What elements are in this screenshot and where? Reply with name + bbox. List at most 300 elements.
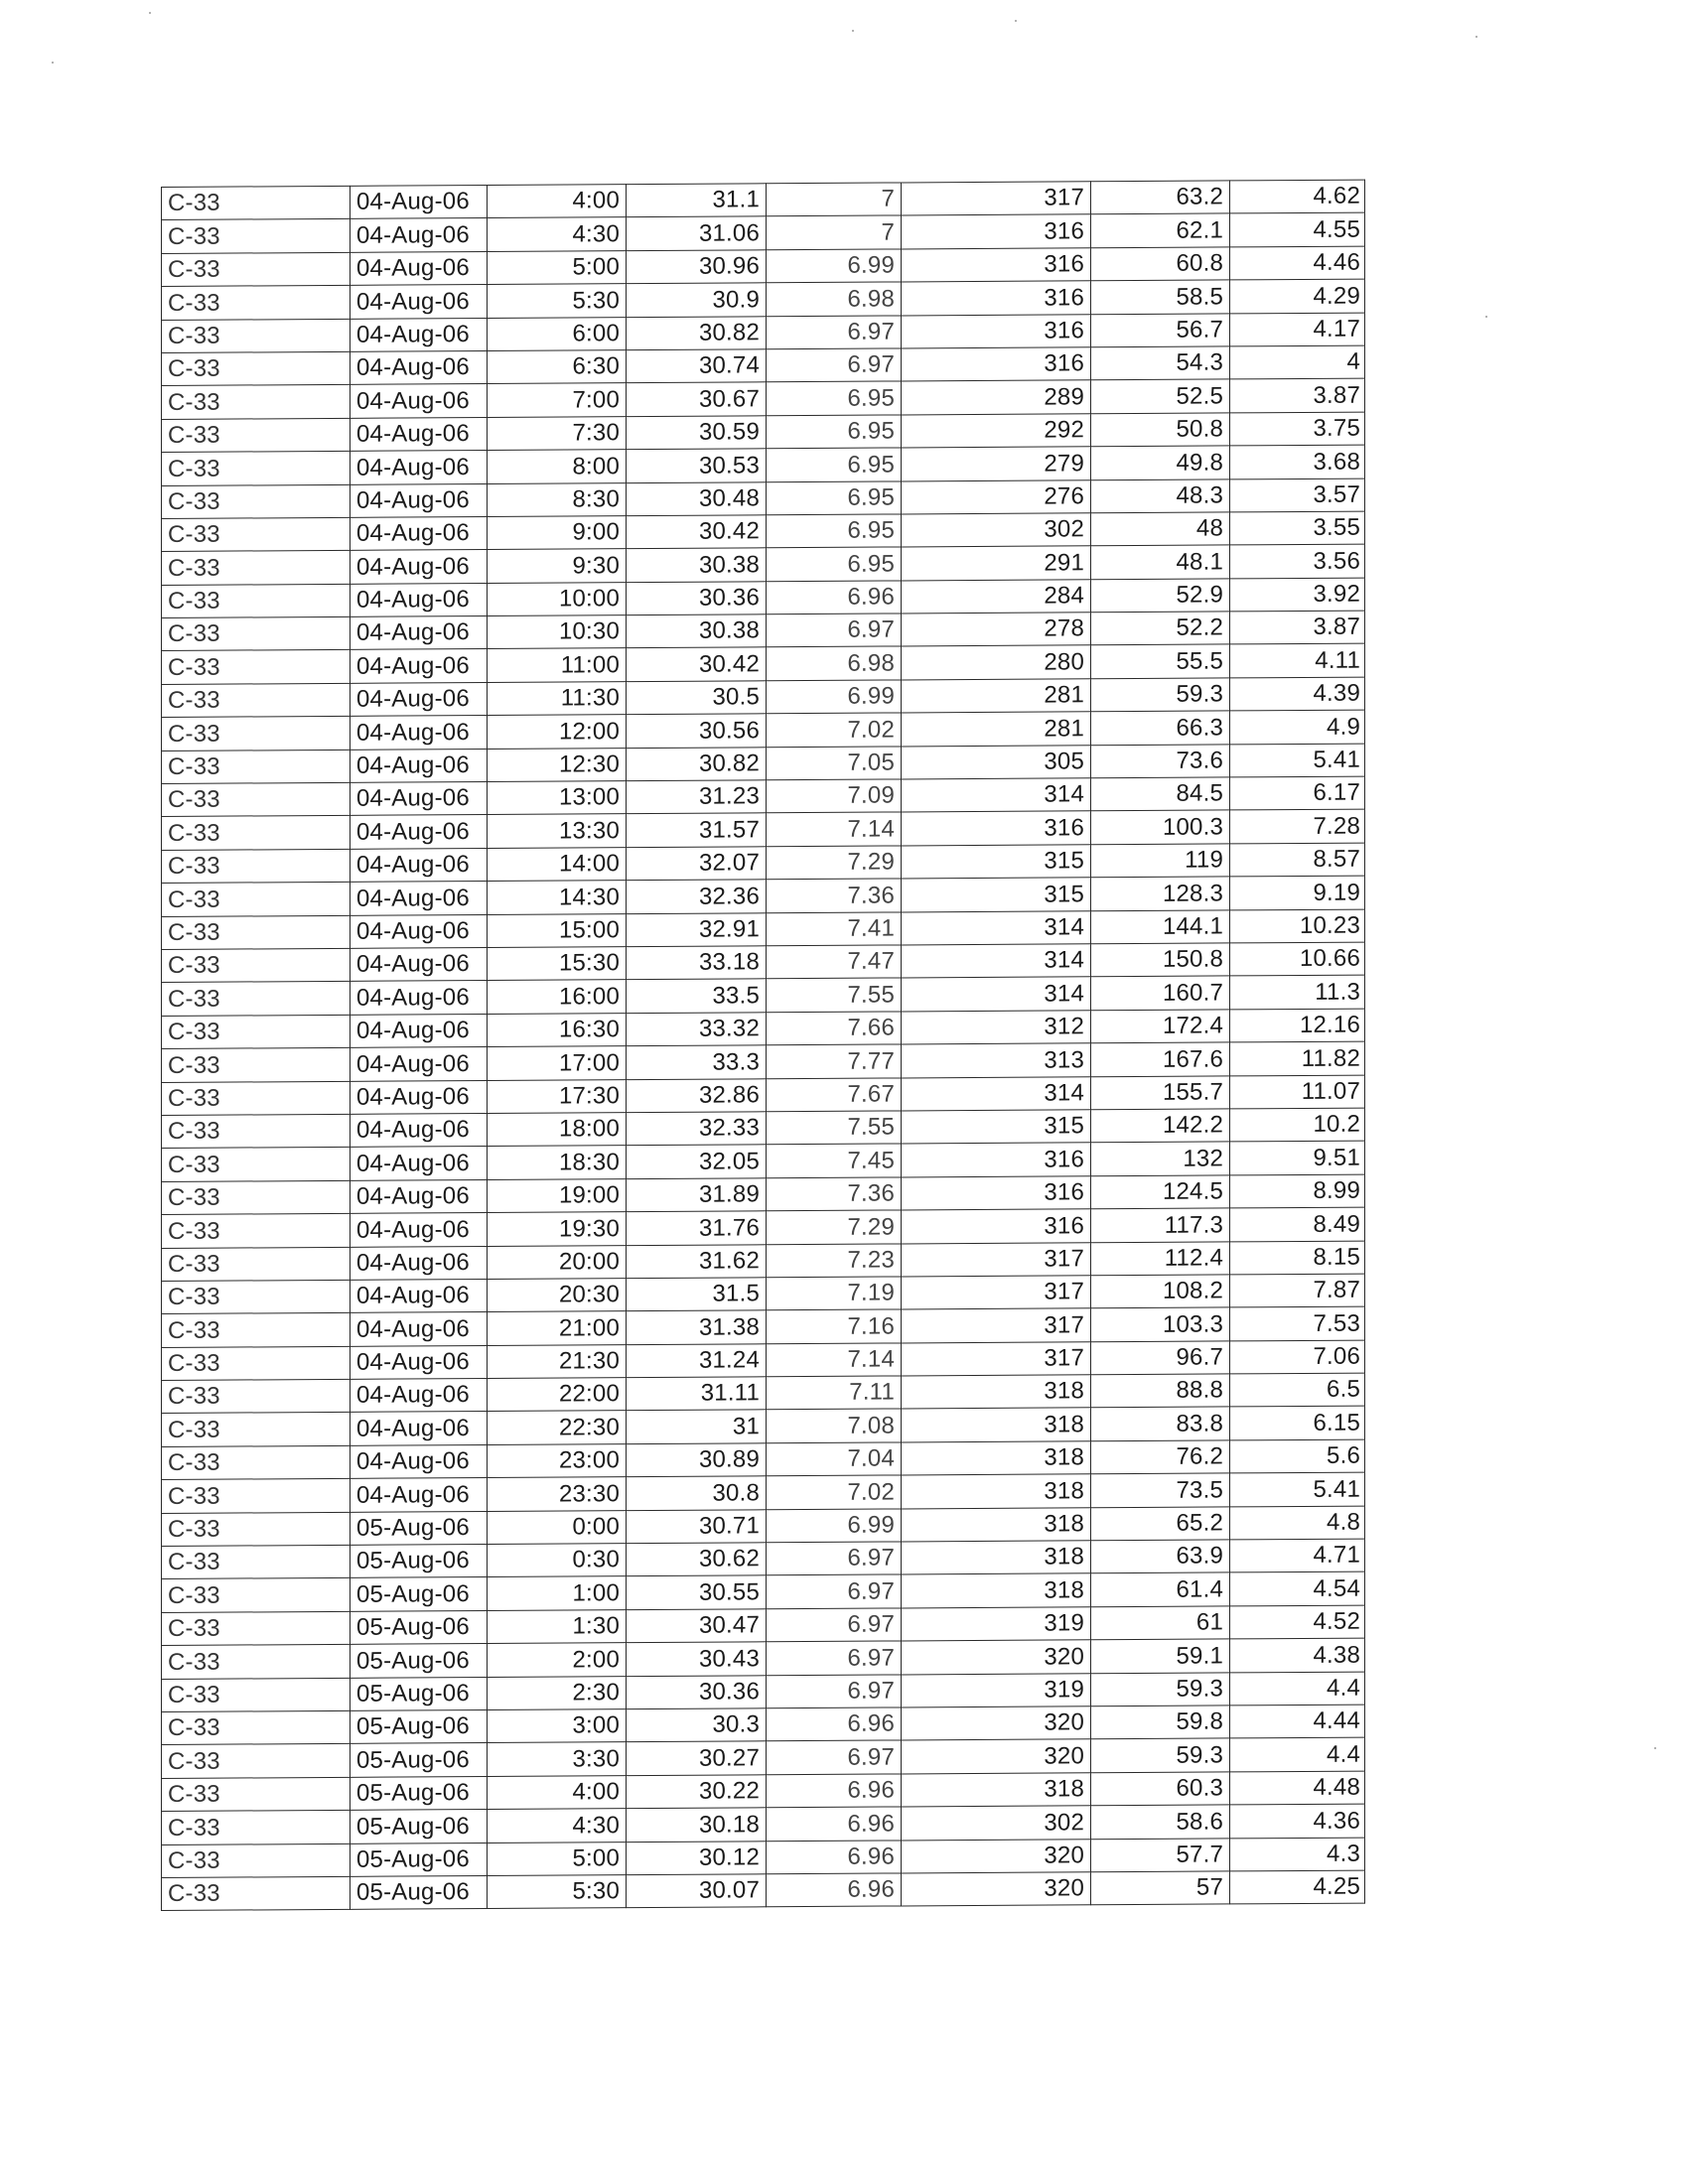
value-cell: 142.2 [1091, 1109, 1230, 1143]
value-cell: 320 [902, 1706, 1091, 1741]
value-cell: 4.52 [1230, 1605, 1365, 1639]
time-cell: 4:30 [488, 217, 627, 251]
time-cell: 5:30 [488, 284, 627, 318]
site-cell: C-33 [162, 351, 351, 386]
value-cell: 32.36 [627, 880, 767, 913]
value-cell: 302 [902, 513, 1091, 548]
value-cell: 280 [902, 645, 1091, 680]
value-cell: 7.02 [767, 713, 902, 747]
date-cell: 04-Aug-06 [351, 318, 488, 351]
site-cell: C-33 [162, 1047, 351, 1082]
value-cell: 11.3 [1230, 975, 1365, 1009]
value-cell: 31.89 [627, 1177, 767, 1211]
site-cell: C-33 [162, 1876, 351, 1911]
value-cell: 4.62 [1230, 180, 1365, 213]
value-cell: 96.7 [1091, 1341, 1230, 1375]
value-cell: 30.18 [627, 1808, 767, 1842]
value-cell: 32.91 [627, 912, 767, 946]
value-cell: 302 [902, 1806, 1091, 1841]
value-cell: 9.19 [1230, 876, 1365, 909]
value-cell: 8.99 [1230, 1174, 1365, 1208]
site-cell: C-33 [162, 948, 351, 983]
table-body [162, 180, 1365, 1911]
site-cell: C-33 [162, 1777, 351, 1812]
date-cell: 04-Aug-06 [351, 1047, 488, 1081]
value-cell: 57 [1091, 1871, 1230, 1905]
value-cell: 314 [902, 944, 1091, 979]
value-cell: 5.41 [1230, 1472, 1365, 1506]
site-cell: C-33 [162, 650, 351, 685]
value-cell: 318 [902, 1408, 1091, 1442]
value-cell: 33.5 [627, 979, 767, 1013]
value-cell: 4.4 [1230, 1737, 1365, 1771]
time-cell: 23:00 [488, 1443, 627, 1477]
value-cell: 3.87 [1230, 378, 1365, 412]
site-cell: C-33 [162, 1744, 351, 1779]
scan-speck [52, 62, 54, 64]
site-cell: C-33 [162, 1645, 351, 1680]
date-cell: 05-Aug-06 [351, 1610, 488, 1644]
value-cell: 103.3 [1091, 1307, 1230, 1341]
date-cell: 04-Aug-06 [351, 185, 488, 218]
site-cell: C-33 [162, 484, 351, 519]
value-cell: 317 [902, 1308, 1091, 1343]
value-cell: 155.7 [1091, 1075, 1230, 1109]
value-cell: 314 [902, 1076, 1091, 1111]
value-cell: 6.97 [767, 614, 902, 647]
site-cell: C-33 [162, 1843, 351, 1878]
value-cell: 52.2 [1091, 612, 1230, 645]
value-cell: 31.24 [627, 1343, 767, 1377]
time-cell: 2:30 [488, 1676, 627, 1709]
time-cell: 1:00 [488, 1576, 627, 1610]
date-cell: 05-Aug-06 [351, 1709, 488, 1743]
value-cell: 4.46 [1230, 246, 1365, 280]
time-cell: 4:00 [488, 185, 627, 218]
value-cell: 7.29 [767, 846, 902, 880]
time-cell: 18:00 [488, 1113, 627, 1147]
value-cell: 9.51 [1230, 1141, 1365, 1174]
value-cell: 6.17 [1230, 776, 1365, 810]
value-cell: 57.7 [1091, 1838, 1230, 1871]
value-cell: 30.43 [627, 1642, 767, 1676]
site-cell: C-33 [162, 717, 351, 751]
value-cell: 30.89 [627, 1443, 767, 1477]
date-cell: 04-Aug-06 [351, 384, 488, 418]
time-cell: 10:00 [488, 582, 627, 615]
value-cell: 314 [902, 977, 1091, 1012]
site-cell: C-33 [162, 1479, 351, 1514]
time-cell: 15:00 [488, 913, 627, 947]
value-cell: 59.8 [1091, 1706, 1230, 1739]
value-cell: 6.97 [767, 1740, 902, 1774]
value-cell: 3.55 [1230, 511, 1365, 545]
value-cell: 7.06 [1230, 1340, 1365, 1374]
value-cell: 31.1 [627, 184, 767, 217]
value-cell: 31.57 [627, 813, 767, 847]
date-cell: 04-Aug-06 [351, 483, 488, 517]
date-cell: 04-Aug-06 [351, 848, 488, 882]
date-cell: 05-Aug-06 [351, 1677, 488, 1710]
value-cell: 7.53 [1230, 1306, 1365, 1340]
time-cell: 12:30 [488, 748, 627, 781]
value-cell: 7.19 [767, 1277, 902, 1310]
value-cell: 7.66 [767, 1012, 902, 1045]
value-cell: 124.5 [1091, 1175, 1230, 1209]
value-cell: 144.1 [1091, 910, 1230, 944]
value-cell: 281 [902, 712, 1091, 747]
value-cell: 7.11 [767, 1376, 902, 1410]
value-cell: 30.38 [627, 614, 767, 648]
time-cell: 7:30 [488, 416, 627, 450]
value-cell: 6.97 [767, 1542, 902, 1575]
value-cell: 6.5 [1230, 1373, 1365, 1407]
value-cell: 6.98 [767, 282, 902, 316]
time-cell: 18:30 [488, 1146, 627, 1179]
date-cell: 05-Aug-06 [351, 1875, 488, 1909]
value-cell: 6.97 [767, 1608, 902, 1642]
scan-speck [852, 30, 854, 32]
time-cell: 13:00 [488, 781, 627, 815]
value-cell: 30.5 [627, 681, 767, 715]
value-cell: 7.23 [767, 1243, 902, 1277]
date-cell: 04-Aug-06 [351, 882, 488, 915]
value-cell: 312 [902, 1011, 1091, 1045]
value-cell: 119 [1091, 844, 1230, 878]
value-cell: 52.9 [1091, 579, 1230, 613]
value-cell: 318 [902, 1773, 1091, 1808]
site-cell: C-33 [162, 1379, 351, 1414]
date-cell: 04-Aug-06 [351, 1113, 488, 1147]
time-cell: 10:30 [488, 615, 627, 649]
value-cell: 284 [902, 579, 1091, 614]
value-cell: 6.99 [767, 1509, 902, 1543]
value-cell: 6.97 [767, 348, 902, 382]
value-cell: 7.47 [767, 945, 902, 979]
value-cell: 4.44 [1230, 1705, 1365, 1738]
value-cell: 112.4 [1091, 1241, 1230, 1275]
value-cell: 50.8 [1091, 413, 1230, 447]
scan-speck [1485, 316, 1487, 318]
value-cell: 30.12 [627, 1841, 767, 1874]
value-cell: 6.96 [767, 1707, 902, 1741]
time-cell: 5:00 [488, 1842, 627, 1875]
value-cell: 30.36 [627, 581, 767, 614]
value-cell: 6.96 [767, 581, 902, 614]
value-cell: 7.08 [767, 1409, 902, 1442]
time-cell: 21:30 [488, 1344, 627, 1378]
time-cell: 17:00 [488, 1046, 627, 1080]
value-cell: 172.4 [1091, 1010, 1230, 1043]
value-cell: 30.27 [627, 1741, 767, 1775]
value-cell: 318 [902, 1507, 1091, 1542]
value-cell: 48.1 [1091, 545, 1230, 579]
value-cell: 32.86 [627, 1078, 767, 1112]
time-cell: 14:00 [488, 847, 627, 881]
date-cell: 04-Aug-06 [351, 1312, 488, 1346]
value-cell: 7.36 [767, 879, 902, 912]
value-cell: 7 [767, 215, 902, 249]
value-cell: 6.95 [767, 381, 902, 415]
value-cell: 61.4 [1091, 1572, 1230, 1606]
value-cell: 305 [902, 745, 1091, 779]
site-cell: C-33 [162, 915, 351, 950]
time-cell: 11:30 [488, 681, 627, 715]
time-cell: 17:30 [488, 1079, 627, 1113]
date-cell: 04-Aug-06 [351, 716, 488, 750]
site-cell: C-33 [162, 219, 351, 254]
time-cell: 23:30 [488, 1477, 627, 1511]
time-cell: 20:30 [488, 1279, 627, 1312]
date-cell: 04-Aug-06 [351, 285, 488, 319]
value-cell: 4.3 [1230, 1838, 1365, 1871]
value-cell: 48.3 [1091, 478, 1230, 512]
value-cell: 6.97 [767, 316, 902, 349]
value-cell: 30.62 [627, 1543, 767, 1576]
value-cell: 59.1 [1091, 1639, 1230, 1673]
site-cell: C-33 [162, 616, 351, 651]
site-cell: C-33 [162, 1512, 351, 1547]
date-cell: 05-Aug-06 [351, 1545, 488, 1578]
value-cell: 33.3 [627, 1045, 767, 1079]
value-cell: 10.2 [1230, 1108, 1365, 1142]
value-cell: 4.55 [1230, 212, 1365, 246]
value-cell: 3.87 [1230, 611, 1365, 644]
value-cell: 316 [902, 314, 1091, 348]
value-cell: 7 [767, 183, 902, 216]
scan-speck [1015, 20, 1017, 22]
value-cell: 6.99 [767, 249, 902, 283]
time-cell: 11:00 [488, 648, 627, 682]
value-cell: 281 [902, 679, 1091, 714]
time-cell: 19:30 [488, 1212, 627, 1246]
value-cell: 276 [902, 479, 1091, 514]
value-cell: 313 [902, 1043, 1091, 1078]
value-cell: 4.11 [1230, 644, 1365, 678]
time-cell: 9:30 [488, 549, 627, 583]
value-cell: 7.77 [767, 1044, 902, 1078]
time-cell: 5:30 [488, 1875, 627, 1909]
value-cell: 48 [1091, 512, 1230, 546]
value-cell: 4.54 [1230, 1571, 1365, 1605]
value-cell: 4.17 [1230, 313, 1365, 346]
value-cell: 315 [902, 878, 1091, 912]
value-cell: 318 [902, 1573, 1091, 1608]
time-cell: 3:00 [488, 1709, 627, 1743]
value-cell: 320 [902, 1739, 1091, 1774]
value-cell: 7.14 [767, 812, 902, 846]
date-cell: 04-Aug-06 [351, 451, 488, 484]
site-cell: C-33 [162, 1213, 351, 1248]
value-cell: 316 [902, 248, 1091, 283]
value-cell: 4.39 [1230, 677, 1365, 711]
site-cell: C-33 [162, 1180, 351, 1215]
value-cell: 314 [902, 910, 1091, 945]
value-cell: 30.74 [627, 349, 767, 383]
value-cell: 33.32 [627, 1013, 767, 1046]
value-cell: 318 [902, 1441, 1091, 1476]
value-cell: 31.38 [627, 1310, 767, 1344]
value-cell: 31.23 [627, 780, 767, 814]
value-cell: 58.5 [1091, 280, 1230, 314]
value-cell: 30.71 [627, 1509, 767, 1543]
value-cell: 10.23 [1230, 909, 1365, 943]
date-cell: 04-Aug-06 [351, 350, 488, 384]
value-cell: 10.66 [1230, 942, 1365, 976]
date-cell: 04-Aug-06 [351, 649, 488, 683]
value-cell: 54.3 [1091, 346, 1230, 380]
site-cell: C-33 [162, 451, 351, 485]
time-cell: 4:30 [488, 1809, 627, 1843]
value-cell: 318 [902, 1474, 1091, 1509]
value-cell: 316 [902, 1143, 1091, 1177]
site-cell: C-33 [162, 1081, 351, 1116]
value-cell: 7.36 [767, 1177, 902, 1211]
value-cell: 320 [902, 1872, 1091, 1907]
value-cell: 5.41 [1230, 744, 1365, 777]
value-cell: 3.56 [1230, 544, 1365, 578]
site-cell: C-33 [162, 1413, 351, 1447]
value-cell: 59.3 [1091, 678, 1230, 712]
value-cell: 6.97 [767, 1574, 902, 1608]
value-cell: 8.57 [1230, 843, 1365, 877]
value-cell: 3.68 [1230, 445, 1365, 478]
date-cell: 04-Aug-06 [351, 749, 488, 782]
value-cell: 316 [902, 1209, 1091, 1244]
time-cell: 1:30 [488, 1609, 627, 1643]
value-cell: 32.05 [627, 1145, 767, 1178]
value-cell: 30.59 [627, 416, 767, 450]
value-cell: 167.6 [1091, 1042, 1230, 1076]
date-cell: 04-Aug-06 [351, 1246, 488, 1280]
value-cell: 4.25 [1230, 1870, 1365, 1904]
site-cell: C-33 [162, 1545, 351, 1579]
value-cell: 84.5 [1091, 777, 1230, 811]
value-cell: 61 [1091, 1606, 1230, 1640]
time-cell: 9:00 [488, 516, 627, 550]
value-cell: 31 [627, 1410, 767, 1443]
date-cell: 04-Aug-06 [351, 914, 488, 948]
value-cell: 160.7 [1091, 976, 1230, 1010]
value-cell: 3.75 [1230, 412, 1365, 446]
value-cell: 30.36 [627, 1675, 767, 1708]
value-cell: 6.95 [767, 547, 902, 581]
time-cell: 6:00 [488, 317, 627, 350]
date-cell: 05-Aug-06 [351, 1511, 488, 1545]
value-cell: 7.09 [767, 779, 902, 813]
value-cell: 11.07 [1230, 1075, 1365, 1109]
value-cell: 7.41 [767, 912, 902, 946]
date-cell: 04-Aug-06 [351, 1179, 488, 1213]
value-cell: 11.82 [1230, 1041, 1365, 1075]
time-cell: 16:30 [488, 1013, 627, 1046]
date-cell: 04-Aug-06 [351, 550, 488, 584]
time-cell: 8:00 [488, 450, 627, 483]
value-cell: 6.95 [767, 415, 902, 449]
date-cell: 04-Aug-06 [351, 947, 488, 981]
site-cell: C-33 [162, 1578, 351, 1613]
date-cell: 04-Aug-06 [351, 1412, 488, 1445]
value-cell: 32.33 [627, 1112, 767, 1146]
value-cell: 108.2 [1091, 1275, 1230, 1308]
value-cell: 12.16 [1230, 1009, 1365, 1042]
value-cell: 4.4 [1230, 1672, 1365, 1706]
value-cell: 316 [902, 214, 1091, 249]
time-cell: 19:00 [488, 1178, 627, 1212]
value-cell: 317 [902, 1341, 1091, 1376]
value-cell: 6.95 [767, 448, 902, 481]
value-cell: 30.8 [627, 1476, 767, 1510]
data-table [161, 180, 1365, 1912]
value-cell: 30.53 [627, 449, 767, 482]
value-cell: 316 [902, 1175, 1091, 1210]
value-cell: 4 [1230, 345, 1365, 379]
value-cell: 278 [902, 613, 1091, 647]
site-cell: C-33 [162, 1015, 351, 1049]
value-cell: 318 [902, 1541, 1091, 1575]
value-cell: 7.55 [767, 978, 902, 1012]
site-cell: C-33 [162, 385, 351, 420]
date-cell: 04-Aug-06 [351, 251, 488, 285]
value-cell: 33.18 [627, 946, 767, 980]
time-cell: 0:00 [488, 1510, 627, 1544]
value-cell: 317 [902, 1242, 1091, 1277]
site-cell: C-33 [162, 1810, 351, 1844]
date-cell: 04-Aug-06 [351, 981, 488, 1015]
scan-speck [149, 12, 151, 14]
date-cell: 04-Aug-06 [351, 218, 488, 252]
value-cell: 83.8 [1091, 1407, 1230, 1440]
value-cell: 66.3 [1091, 711, 1230, 745]
value-cell: 4.71 [1230, 1539, 1365, 1572]
site-cell: C-33 [162, 816, 351, 851]
date-cell: 04-Aug-06 [351, 583, 488, 616]
value-cell: 30.96 [627, 250, 767, 284]
value-cell: 30.67 [627, 382, 767, 416]
site-cell: C-33 [162, 551, 351, 586]
date-cell: 05-Aug-06 [351, 1776, 488, 1810]
date-cell: 04-Aug-06 [351, 1147, 488, 1180]
value-cell: 30.9 [627, 283, 767, 317]
site-cell: C-33 [162, 517, 351, 552]
value-cell: 5.6 [1230, 1439, 1365, 1473]
value-cell: 318 [902, 1375, 1091, 1410]
value-cell: 3.57 [1230, 478, 1365, 512]
site-cell: C-33 [162, 1346, 351, 1381]
date-cell: 04-Aug-06 [351, 815, 488, 849]
value-cell: 320 [902, 1640, 1091, 1675]
value-cell: 7.45 [767, 1144, 902, 1177]
value-cell: 3.92 [1230, 578, 1365, 612]
table-row [162, 1870, 1365, 1911]
value-cell: 63.2 [1091, 181, 1230, 214]
date-cell: 05-Aug-06 [351, 1743, 488, 1777]
value-cell: 32.07 [627, 847, 767, 881]
date-cell: 04-Aug-06 [351, 616, 488, 650]
date-cell: 04-Aug-06 [351, 1478, 488, 1512]
time-cell: 5:00 [488, 250, 627, 284]
site-cell: C-33 [162, 186, 351, 220]
value-cell: 315 [902, 1110, 1091, 1145]
site-cell: C-33 [162, 584, 351, 618]
value-cell: 7.55 [767, 1111, 902, 1145]
value-cell: 8.15 [1230, 1241, 1365, 1275]
value-cell: 30.56 [627, 714, 767, 748]
date-cell: 04-Aug-06 [351, 1345, 488, 1379]
value-cell: 6.99 [767, 680, 902, 714]
value-cell: 7.67 [767, 1077, 902, 1111]
value-cell: 30.07 [627, 1874, 767, 1908]
